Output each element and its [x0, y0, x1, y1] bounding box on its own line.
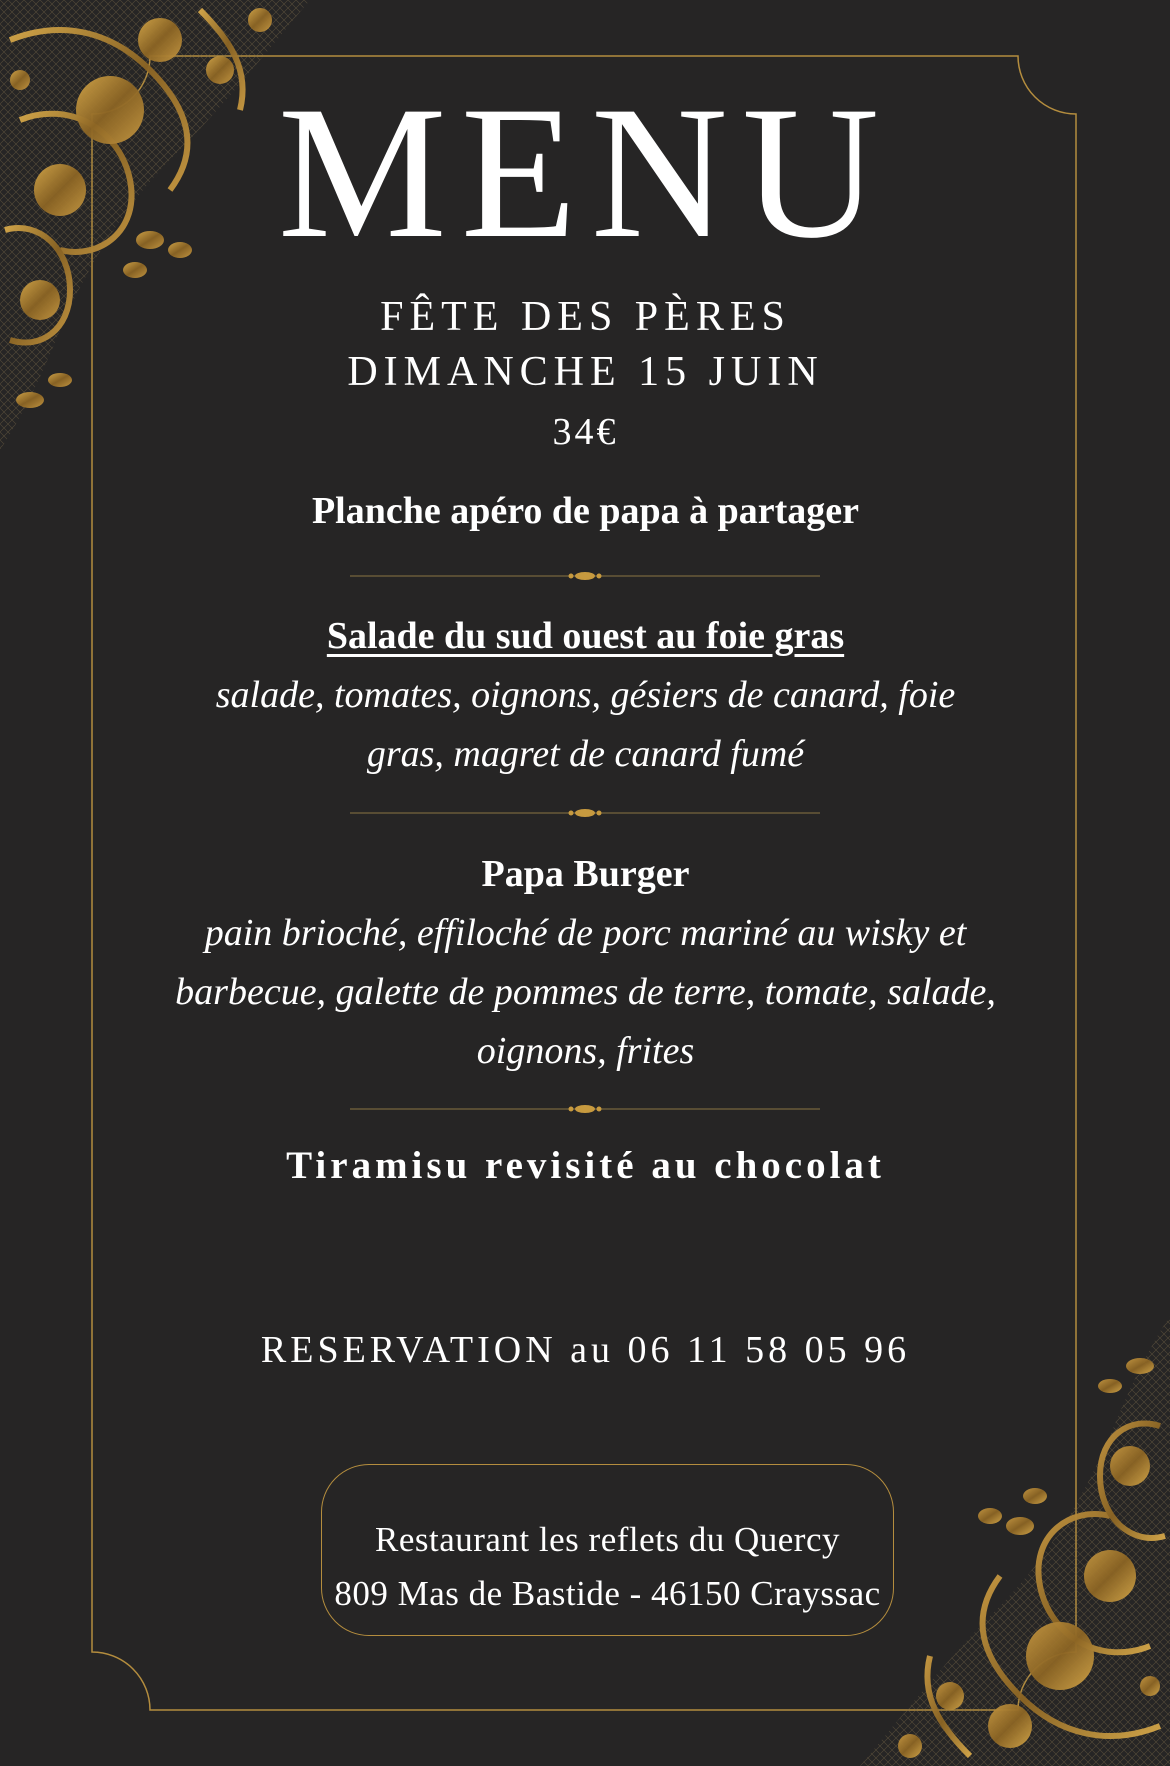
course-2-description [93, 666, 1078, 784]
divider-ornament [350, 569, 820, 583]
price-text: 34€ [552, 411, 619, 453]
menu-title: MENU [277, 68, 894, 278]
course-3-description-line: barbecue, galette de pommes de terre, tomate, salade, [175, 971, 996, 1013]
reservation-text: RESERVATION au 06 11 58 05 96 [260, 1329, 911, 1371]
occasion-text: FÊTE DES PÈRES [380, 294, 791, 340]
restaurant-address: 809 Mas de Bastide - 46150 Crayssac [334, 1574, 881, 1613]
divider-ornament [350, 806, 820, 820]
date-text: DIMANCHE 15 JUIN [347, 349, 824, 395]
course-3-description [93, 904, 1078, 1081]
course-1-title: Planche apéro de papa à partager [311, 490, 860, 532]
restaurant-name: Restaurant les reflets du Quercy [374, 1520, 840, 1559]
course-3-description-line: oignons, frites [476, 1030, 695, 1072]
divider-ornament [350, 1102, 820, 1116]
course-3-description-line: pain brioché, effiloché de porc mariné au wisky et [204, 912, 967, 954]
course-3-title: Papa Burger [481, 853, 690, 895]
course-4-title: Tiramisu revisité au chocolat [286, 1144, 885, 1187]
course-2-description-line: gras, magret de canard fumé [366, 733, 805, 775]
course-2-title: Salade du sud ouest au foie gras [326, 615, 845, 657]
restaurant-address-box [321, 1464, 894, 1636]
course-2-description-line: salade, tomates, oignons, gésiers de canard, foie [215, 674, 956, 716]
